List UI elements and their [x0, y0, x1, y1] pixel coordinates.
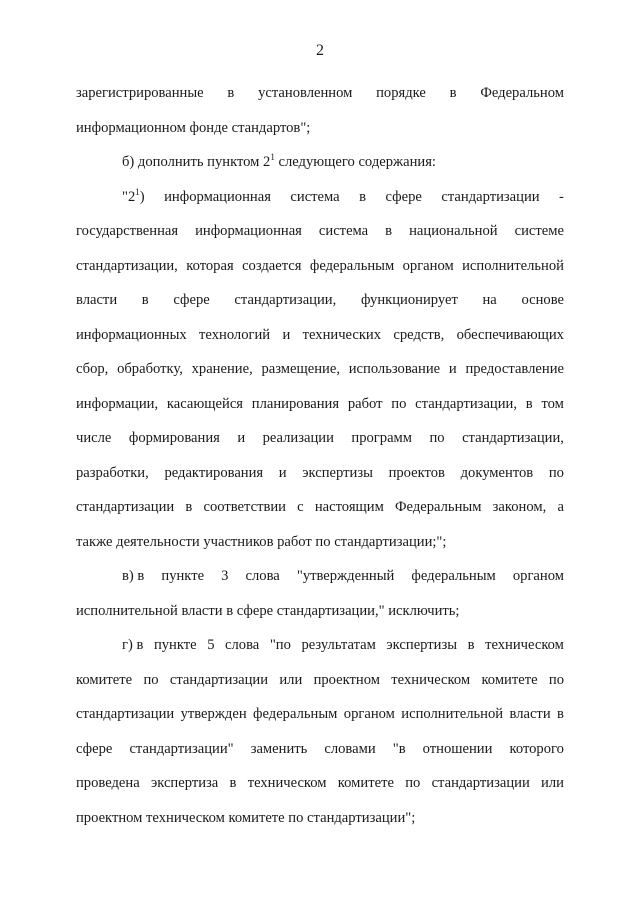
word: разработки,: [76, 464, 149, 481]
word: системе: [514, 223, 564, 239]
word: результатам: [301, 637, 376, 653]
word: пункте: [161, 568, 205, 584]
text-line: [76, 559, 564, 594]
word: стандартизации,: [234, 292, 337, 308]
text-line: [76, 732, 564, 767]
word: законом,: [492, 499, 547, 515]
word: "в: [392, 740, 406, 757]
word: экспертиза: [150, 775, 219, 791]
paragraph: [76, 559, 564, 628]
word: в: [141, 292, 149, 308]
word: том: [541, 395, 564, 412]
word: сфере: [385, 188, 422, 205]
word: предоставление: [465, 361, 564, 377]
word: в: [449, 85, 457, 101]
word: информационная: [164, 188, 271, 205]
word: стандартизации: [76, 706, 175, 722]
text-line: [76, 766, 564, 801]
word: хранение,: [191, 361, 253, 377]
text-line: [76, 318, 564, 353]
text-line: [76, 697, 564, 732]
word: настоящим: [314, 499, 384, 515]
word: касающейся: [166, 395, 244, 412]
word: заменить: [250, 740, 308, 757]
word: установленном: [258, 85, 353, 101]
word: в: [227, 85, 235, 101]
word: или: [541, 775, 564, 791]
word: "по: [269, 637, 291, 653]
text-run: б) дополнить пунктом 2: [122, 154, 271, 170]
paragraph: [76, 76, 564, 145]
word: пункте: [153, 637, 197, 653]
word: и: [237, 430, 246, 446]
word: соответствии: [203, 499, 286, 515]
text-line: [76, 283, 564, 318]
word: технологий: [199, 326, 271, 343]
word: информационных: [76, 326, 187, 343]
text-line: также деятельности участников работ по стандартизации;";: [76, 533, 447, 550]
word: которая: [186, 257, 234, 274]
word: сбор,: [76, 361, 109, 377]
word: система: [318, 223, 369, 239]
word: власти: [509, 706, 551, 722]
word: по: [548, 464, 564, 481]
word: информации,: [76, 395, 159, 412]
text-line: [76, 145, 564, 180]
word: средств,: [393, 326, 445, 343]
word: власти: [76, 292, 118, 308]
word: федеральным: [411, 568, 496, 584]
word: техническом: [247, 775, 327, 791]
word: в: [385, 223, 393, 239]
superscript: 1: [135, 186, 140, 197]
word: "$2^1$): [122, 186, 145, 205]
word: органом: [343, 706, 395, 722]
word: стандартизации: [169, 671, 269, 688]
word: система: [290, 188, 340, 205]
word: создается: [242, 257, 302, 274]
word: на: [482, 292, 497, 308]
word: 5: [207, 637, 215, 653]
word: зарегистрированные: [76, 85, 204, 101]
text-line: [76, 352, 564, 387]
word: федеральным: [309, 257, 395, 274]
word: г) в: [122, 637, 144, 653]
word: в) в: [122, 568, 145, 584]
text-line: [76, 628, 564, 663]
word: проектов: [388, 464, 445, 481]
word: в: [525, 395, 533, 412]
superscript: 1: [270, 152, 275, 163]
paragraph: [76, 145, 564, 180]
word: работ: [347, 395, 383, 412]
word: обработку,: [117, 361, 183, 377]
text-line: [76, 214, 564, 249]
word: 3: [221, 568, 229, 584]
word: а: [557, 499, 564, 515]
word: Федеральном: [480, 85, 564, 101]
paragraph: [76, 628, 564, 835]
word: в: [185, 499, 193, 515]
word: отношении: [422, 740, 493, 757]
text-line: [76, 663, 564, 698]
word: в: [229, 775, 237, 791]
word: стандартизации,: [76, 257, 178, 274]
word: планирования: [251, 395, 340, 412]
word: редактирования: [164, 464, 264, 481]
word: и: [448, 361, 457, 377]
word: стандартизации": [129, 740, 234, 757]
word: комитете: [76, 671, 133, 688]
word: исполнительной: [401, 706, 504, 722]
word: стандартизации,: [415, 395, 518, 412]
word: утвержден: [180, 706, 247, 722]
word: по: [405, 775, 421, 791]
word: или: [279, 671, 303, 688]
word: документов: [460, 464, 534, 481]
text-line: проектном техническом комитете по стандартизации";: [76, 809, 416, 826]
word: обеспечивающих: [456, 326, 564, 343]
text-line: [76, 490, 564, 525]
word: стандартизации: [76, 499, 175, 515]
word: стандартизации: [431, 775, 530, 791]
word: в: [467, 637, 475, 653]
text-run: следующего содержания:: [274, 154, 436, 170]
word: по: [143, 671, 159, 688]
document-body: [76, 76, 564, 835]
word: программ: [351, 430, 413, 446]
word: по: [429, 430, 445, 446]
word: функционирует: [360, 292, 458, 308]
word: техническом: [485, 637, 564, 653]
text-line: [76, 180, 564, 215]
word: в: [359, 188, 367, 205]
word: органом: [402, 257, 454, 274]
word: по: [548, 671, 564, 688]
word: размещение,: [261, 361, 340, 377]
text-line: информационном фонде стандартов";: [76, 119, 311, 136]
page-number: 2: [316, 42, 324, 59]
text-line: [76, 421, 564, 456]
word: государственная: [76, 223, 179, 239]
word: информационная: [195, 223, 302, 239]
word: слова: [245, 568, 280, 584]
word: словами: [324, 740, 376, 757]
word: в: [557, 706, 564, 722]
text-line: [76, 76, 564, 111]
word: сфере: [173, 292, 210, 308]
word: порядке: [376, 85, 426, 101]
word: числе: [76, 430, 112, 446]
word: "утвержденный: [296, 568, 395, 584]
word: органом: [512, 568, 564, 584]
word: которого: [509, 740, 564, 757]
word: стандартизации: [441, 188, 540, 205]
word: сфере: [76, 740, 113, 757]
word: техническом: [391, 671, 471, 688]
word: комитете: [337, 775, 394, 791]
text-line: [76, 456, 564, 491]
word: по: [391, 395, 407, 412]
word: экспертизы: [386, 637, 458, 653]
word: проведена: [76, 775, 140, 791]
word: Федеральным: [395, 499, 482, 515]
word: -: [559, 188, 564, 205]
word: экспертизы: [302, 464, 373, 481]
word: и: [278, 464, 287, 481]
paragraph: [76, 180, 564, 560]
word: слова: [225, 637, 260, 653]
word: национальной: [409, 223, 498, 239]
word: основе: [521, 292, 564, 308]
word: исполнительной: [462, 257, 564, 274]
word: федеральным: [253, 706, 338, 722]
word: комитете: [481, 671, 538, 688]
word: формирования: [128, 430, 220, 446]
word: технических: [302, 326, 382, 343]
text-line: исполнительной власти в сфере стандартизации," исключить;: [76, 602, 460, 619]
word: использование: [348, 361, 441, 377]
word: и: [282, 326, 291, 343]
word: стандартизации,: [462, 430, 564, 446]
text-line: [76, 249, 564, 284]
text-line: [76, 387, 564, 422]
word: с: [297, 499, 304, 515]
word: реализации: [262, 430, 334, 446]
word: проектном: [313, 671, 380, 688]
